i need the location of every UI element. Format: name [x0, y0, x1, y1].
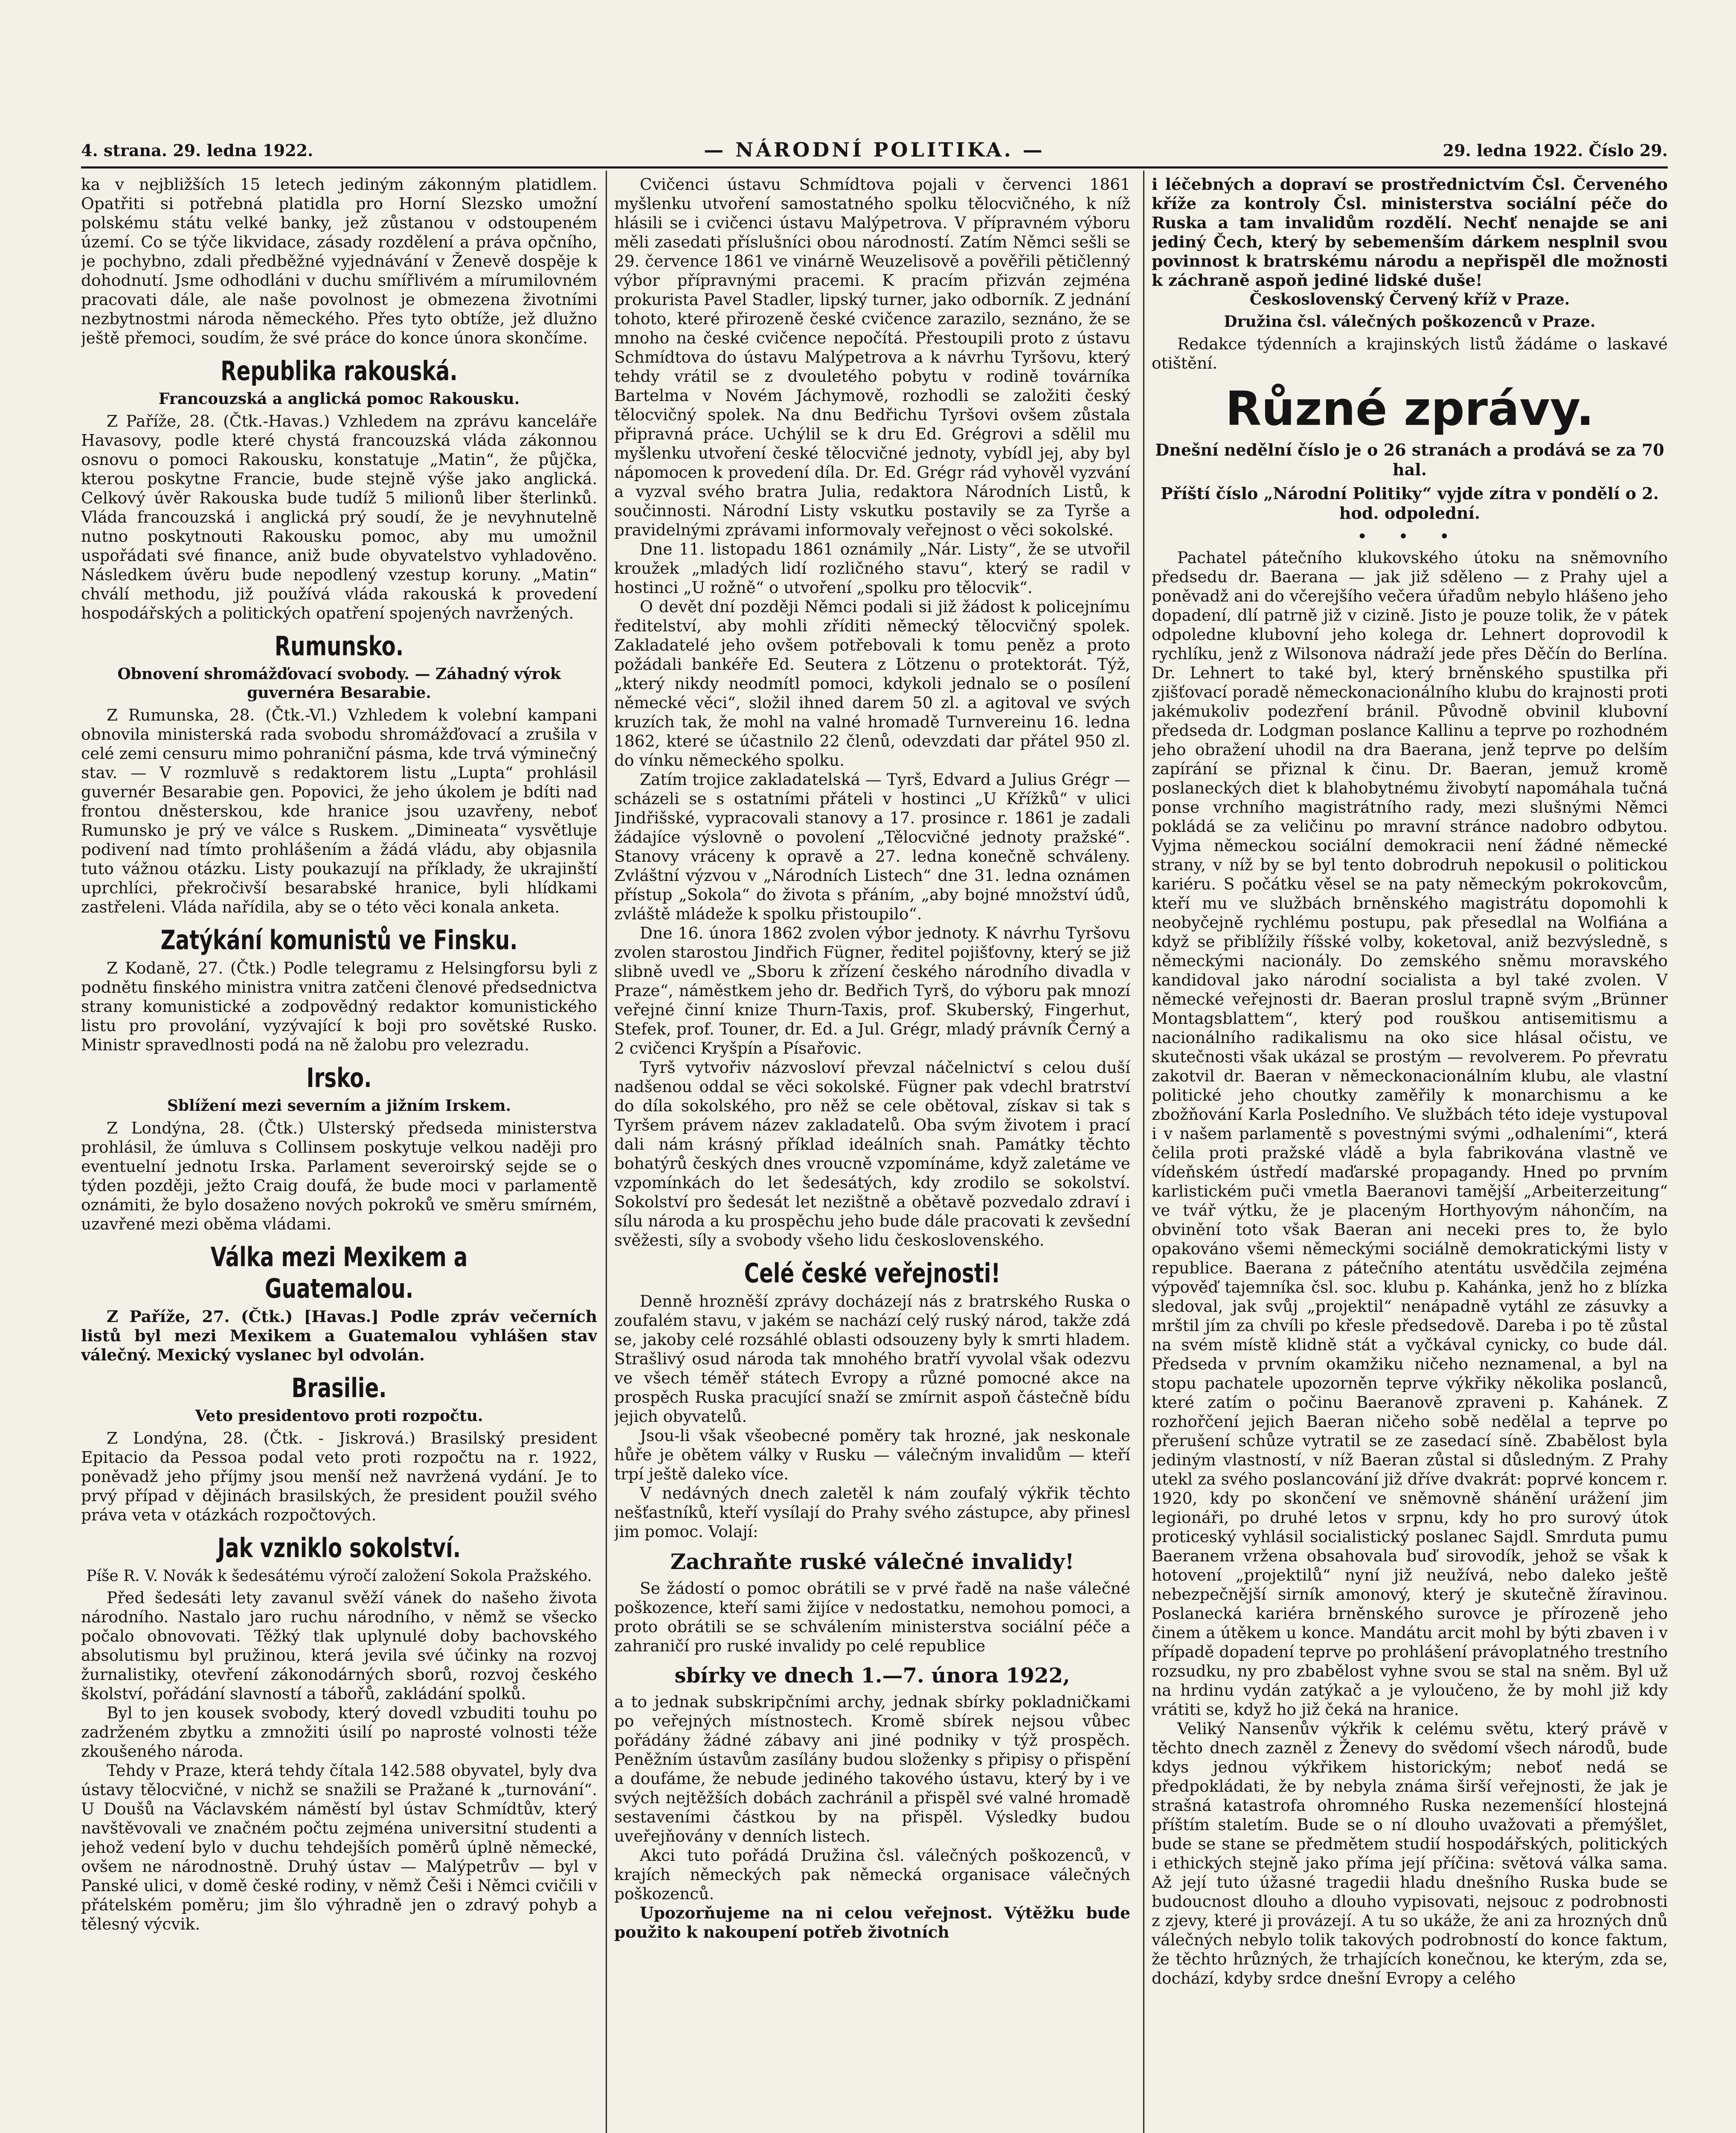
- signature: Československý Červený kříž v Praze.: [1249, 291, 1570, 308]
- article-paragraph: Akci tuto pořádá Družina čsl. válečných poškozenců, v krajích německých pak německá organisace válečných poškozenců.: [614, 1846, 1130, 1903]
- article-paragraph: Z Kodaně, 27. (Čtk.) Podle telegramu z Helsingforsu byli z podnětu finského ministra vnitra zatčeni členové předsednictva strany komunistické a zodpovědný redaktor komunistického listu pro provolání, vyzývající k boji pro sovětské Rusko. Ministr spravedlnosti podá na ně žalobu pro velezradu.: [81, 959, 597, 1054]
- article-paragraph: Z Londýna, 28. (Čtk. - Jiskrová.) Brasilský president Epitacio da Pessoa podal veto proti rozpočtu na r. 1922, poněvadž jeho příjmy jsou menší než navržená vydání. Je to prvý případ v dějinách brasilských, že president použil svého práva veta v otázkách rozpočtových.: [81, 1429, 597, 1524]
- separator-dots: • • •: [1357, 527, 1463, 546]
- article-paragraph: a to jednak subskripčními archy, jednak sbírky pokladničkami po veřejných místnostech. Kromě sbírek nejsou vůbec pořádány žádné zábavy ani jiné podniky v týž prospěch. Peněžním ústavům zasílány budou složenky s připisy o přispění a doufáme, že nebude jediného takového ústavu, který by i ve svých nejtěžších dobách zachránil a přispěl své valné hromadě sestaveními částkou by na přispěl. Výsledky budou uveřejňovány v denních listech.: [614, 1692, 1130, 1845]
- column-2: [614, 175, 1130, 2133]
- section-title: Různé zprávy.: [1225, 381, 1594, 436]
- article-paragraph: Redakce týdenních a krajinských listů žádáme o laskavé otištění.: [1152, 334, 1668, 372]
- article-paragraph: Tyrš vytvořiv názvosloví převzal náčelnictví s celou duší nadšenou oddal se věci sokolské. Fügner pak vdechl bratrství do díla sokolského, pro něž se cele obětoval, získav si tak s Tyršem právem název zakladatelů. Oba svým životem i prací dali nám krásný příklad ideálních snah. Památky těchto bohatýrů českých dnes vroucně vzpomínáme, když zaletáme ve vzpomínkách do let šedesátých, kdy zrodilo se sokolství. Sokolství pro šedesát let nezištně a obětavě pozvedalo zdraví i sílu národa a ku prospěchu jeho bude dále pracovati k zevšední svěžesti, síly a svobody všeho lidu československého.: [614, 1058, 1130, 1250]
- page-number-date: 4. strana. 29. ledna 1922.: [81, 141, 314, 160]
- article-title: Brasilie.: [291, 1372, 387, 1404]
- edition-notice: Příští číslo „Národní Politiky“ vyjde zítra v pondělí o 2. hod. odpolední.: [1161, 484, 1659, 523]
- column-3: [1152, 175, 1668, 2133]
- article-paragraph: Tehdy v Praze, která tehdy čítala 142.588 obyvatel, byly dva ústavy tělocvičné, v nichž se snažili se Pražané k „turnování“. U Doušů na Václavském náměstí byl ústav Schmídtův, který navštěvovali ve značném počtu zejména universitní studenti a jehož vedení bylo v duchu tehdejších poměrů úplně německé, ovšem ne národnostně. Druhý ústav — Malýpetrův — byl v Panské ulici, v domě české rodiny, v němž Češi i Němci cvičili v přátelském poměru; jim šlo výhradně jen o zdravý pohyb a tělesný výcvik.: [81, 1761, 597, 1933]
- masthead: — NÁRODNÍ POLITIKA. —: [704, 138, 1045, 161]
- article-paragraph: Pachatel pátečního klukovského útoku na sněmovního předsedu dr. Baerana — jak již sděleno — z Prahy ujel a poněvadž ani do včerejšího večera úřadům nebylo hlášeno jeho dopadení, dlí patrně již v cizině. Jisto je pouze tolik, že v pátek odpoledne klubovní jeho kolega dr. Lehnert doprovodil k rychlíku, jenž z Wilsonova nádraží jede přes Děčín do Berlína. Dr. Lehnert to také byl, který brněnského spustilka při zjišťovací poradě německonacionálního klubu do krajnosti proti jakémukoliv podezření bránil. Původně obvinil klubovní předseda dr. Lodgman poslance Kallinu a teprve po rozhodném jeho obražení uhodil na dra Baerana, jenž teprve po delším zapírání se přiznal k činu. Dr. Baeran, jemuž kromě poslaneckých diet k blahobytnému živobytí napomáhala tučná ponse vrchního magistrátního rady, mezi slušnými Němci pokládá se za veličinu po mravní stránce nadobro odbytou. Vyjma německou sociální demokracii není žádné německé strany, v níž by se byl tento dobrodruh nepokusil o politickou kariéru. S počátku věsel se na paty německým pokrokovcům, kteří mu ve službách brněnského magistrátu dopomohli k neobyčejně rychlému postupu, pak přesedlal na Wolfiána a když se přiblížily říšské volby, koketoval, aniž bezvýsledně, s německými nacionály. Do zemského sněmu moravského kandidoval jako národní socialista a byl také zvolen. V německé veřejnosti dr. Baeran proslul trapně svým „Brünner Montagsblattem“, který pod rouškou antisemitismu a nacionálního radikalismu na oko sice hlásal očistu, ve skutečnosti však ukázal se prostým — revolverem. Po převratu zakotvil dr. Baeran v německonacionálním klubu, ale vlastní politické jeho choutky zaměřily k monarchismu a ke zbožňování Karla Posledního. Ve službách této ideje vystupoval i v našem parlamentě s povestnými svými „odhaleními“, která čelila proti pražské vládě a byla fabrikována vlastně ve vídeňském ústředí maďarské propagandy. Hned po prvním karlistickém puči vmetla Baeranovi tamější „Arbeiterzeitung“ ve tvář výtku, že je placeným Horthyovým náhončím, na obvinění toto však Baeran ani neceki pres to, že bylo opakováno všemi německými sociálně demokratickými listy v republice. Baerana z pátečního atentátu usvědčila zejména výpověď tajemníka čsl. soc. klubu p. Kahánka, jenž ho z blízka sledoval, jak svůj „projektil“ nenápadně vytáhl ze zásuvky a mrštil jím za chvíli po křesle předsedově. Dareba i po tě zůstal na svém místě klidně stát a vyčkával cynicky, co bude dál. Předseda v prvním okamžiku ničeho neznamenal, a byl na stopu pachatele upozorněn teprve výkřiky několika poslanců, které zatím o počinu Baeranově zpraveni p. Kahánek. Z rozhořčení jejich Baeran ničeho sobě nedělal a teprve po přerušení schůze vytratil se ze zasedací síně. Zbabělost byla jediným vlastností, v níž Baeran zůstal si důsledným. Z Prahy utekl za svého poslancování již dříve dvakrát: poprvé koncem r. 1920, kdy po skončení ve sněmovně shánění urážení jim legionáři, po druhé letos v srpnu, kdy ho pro surový útok proticeský vyhlásil socialistický poslanec Sajdl. Smrduta pumu Baeranem vržena obsahovala buď sirovodík, jehož se však k hotovení „projektilů“ nyní již neužívá, nebo daleko ještě nebezpečnější sirník amonový, který je skutečně žíravinou. Poslanecká kariéra brněnského surovce je přírozeně jeho činem a útěkem u konce. Mandátu arcit mohl by býti zbaven i v případě dopadení teprve po prohlášení právoplatného trestního rozsudku, ny pro zbabělost vyhne svou se stal na sněm. Byl už na hrdinu vydán zatýkač a je vyloučeno, že by mohl již kdy vrátiti se, když ho již čeká na hranice.: [1152, 548, 1668, 1719]
- article-paragraph: Se žádostí o pomoc obrátili se v prvé řadě na naše válečné poškozence, kteří sami žijíce v nedostatku, nemohou pomoci, a proto obrátili se se schválením ministerstva sociální péče a zahraničí pro ruské invalidy po celé republice: [614, 1579, 1130, 1655]
- column-1: [81, 175, 597, 2133]
- header-rule: [81, 166, 1668, 169]
- issue-date-number: 29. ledna 1922. Číslo 29.: [1443, 141, 1668, 160]
- article-brasilie: [81, 1372, 597, 1525]
- article-title: Rumunsko.: [274, 631, 404, 662]
- article-paragraph: Zatím trojice zakladatelská — Tyrš, Edvard a Julius Grégr — scházeli se s ostatními přáteli v hostinci „U Křížků“ v ulici Jindřišské, vypracovali stanovy a 17. prosince r. 1861 je zadali žádajíce výslovně o povolení „Tělocvičné jednoty pražské“. Stanovy vráceny k opravě a 27. ledna konečně schváleny. Zvláštní výzvou v „Národních Listech“ dne 31. ledna oznámen přístup „Sokola“ do života s přáním, „aby bojné množství údů, zvláště mládeže k spolku přistoupilo“.: [614, 770, 1130, 923]
- article-paragraph: ka v nejbližších 15 letech jediným zákonným platidlem. Opatřiti si potřebná platidla pro Horní Slezsko umožní polskému státu velké banky, jež zůstanou v odstoupeném území. Co se týče likvidace, zásady rozdělení a práva opčního, je pochybno, zdali předběžné vyjednávání v Ženevě dospěje k dohodnutí. Jsme odhodláni v duchu smířlivém a mírumilovném pracovati dále, ale naše povolnost je obmezena životními nezbytnostmi národa německého. Přes tyto obtíže, jež dlužno ještě přemoci, soudím, že své práce do konce února skončíme.: [81, 175, 597, 347]
- article-subtitle: Veto presidentovo proti rozpočtu.: [195, 1407, 483, 1425]
- article-title: Irsko.: [306, 1062, 372, 1093]
- article-irsko: [81, 1062, 597, 1234]
- article-paragraph: Veliký Nansenův výkřik k celému světu, který právě v těchto dnech zazněl z Ženevy do svědomí všech národů, bude kdys jednou výkřikem historickým; neboť nedá se předpokládati, že by nebyla známa širší veřejnosti, že jak je strašná katastrofa ohromného Ruska nezemenšící hlostejná příštím staletím. Bude se o ní dlouho uvažovati a přemýšlet, bude se stane se předmětem studií hospodářských, politických i ethických stejně jako příma její příčina: světová válka sama. Až její tuto úžasné tragedii hladu dnešního Ruska bude se budoucnost dlouho a dlouho vypisovati, nejsouc z podrobnosti z zjevy, které ji provázejí. A tu so ukáže, že ani za hrozných dnů válečných nebylo tolik takových podrobností do konce faktum, že těchto hrůzných, že trhajících konečnou, ke kterým, zda se, dochází, kdyby srdce dnešní Evropy a celého: [1152, 1719, 1668, 1988]
- article-paragraph: Z Paříže, 27. (Čtk.) [Havas.] Podle zpráv večerních listů byl mezi Mexikem a Guatemalou vyhlášen stav válečný. Mexický vyslanec byl odvolán.: [81, 1307, 597, 1364]
- article-paragraph: Z Londýna, 28. (Čtk.) Ulsterský předseda ministerstva prohlásil, že úmluva s Collinsem poskytuje velkou naději pro eventuelní jednotu Irska. Parlament severoirský sejde se o týden později, ježto Craig doufá, že bude moci v parlamentě oznámiti, že bylo dosaženo nových pokroků ve směru smírném, uzavřené mezi oběma vládami.: [81, 1119, 597, 1233]
- article-sokolstvi: [81, 1532, 597, 1934]
- article-continuation: [81, 175, 597, 348]
- article-ruzne-zpravy: [1152, 383, 1668, 1988]
- article-paragraph: Cvičenci ústavu Schmídtova pojali v červenci 1861 myšlenku utvoření samostatného spolku tělocvičného, k níž hlásili se i cvičenci ústavu Malýpetrova. V přípravném výboru měli zasedati příslušníci obou národností. Zatím Němci sešli se 29. července 1861 ve vinárně Weuzelisově a pověřili pětičlenný výbor přípravnými pracemi. K pracím přizván zejména prokurista Pavel Stadler, lipský turner, jako odborník. Z jednání tohoto, které přirozeně české cvičence zarazilo, seznáno, že se mnoho na české cvičence nepočítá. Přestoupili proto z ústavu Schmídtova do ústavu Malýpetrova a k návrhu Tyršovu, který tehdy vrátil se z dvouletého pobytu v rodině továrníka Bartelma v Novém Jáchymově, rozhodli se založiti český tělocvičný spolek. Na dnu Bedřichu Tyršovi ovšem zůstala připravná práce. Uchýlil se k dru Ed. Grégrovi a sdělil mu myšlenku utvoření české tělocvičné jednoty, vybídl jej, aby byl nápomocen k provedení díla. Dr. Ed. Grégr rád vyhověl vyzvání a vyzval svého bratra Julia, redaktora Národních Listů, k součinnosti. Národní Listy vskutku postavily se za Tyrše a pravidelnými zprávami informovaly veřejnost o věci sokolské.: [614, 175, 1130, 539]
- article-title: Jak vzniklo sokolství.: [217, 1532, 461, 1563]
- article-paragraph: O devět dní později Němci podali si již žádost k policejnímu ředitelství, aby mohli zříditi německý tělocvičný spolek. Zakladatelé jeho ovšem potřebovali k tomu peněz a proto požádali bankéře Ed. Seutera z Lötzenu o protektorát. Týž, „který nikdy neodmítl pomoci, kdykoli jednalo se o posílení německé věci“, složil ihned darem 50 zl. a agitoval ve svých kruzích tak, že mohl na valné hromadě Turnvereinu 16. ledna 1862, které se účastnilo 22 členů, odevzdati dar přátel 950 zl. do vínku německého spolku.: [614, 597, 1130, 770]
- article-mexiko-guatemala: [81, 1241, 597, 1365]
- article-title: Celé české veřejnosti!: [744, 1258, 1001, 1289]
- edition-notice: Dnešní nedělní číslo je o 26 stranách a prodává se za 70 hal.: [1155, 440, 1664, 479]
- article-title: Zatýkání komunistů ve Finsku.: [160, 924, 518, 956]
- article-paragraph: Dne 16. února 1862 zvolen výbor jednoty. K návrhu Tyršovu zvolen starostou Jindřich Fügner, ředitel pojišťovny, který se již slibně uvedl ve „Sboru k zřízení českého národního divadla v Praze“, náměstkem jeho dr. Bedřich Tyrš, do výboru pak mnozí veřejné činní knize Thurn-Taxis, prof. Skuberský, Fingerhut, Stefek, prof. Touner, dr. Ed. a Jul. Grégr, mladý právník Černý a 2 cvičenci Kryšpín a Písařovic.: [614, 924, 1130, 1058]
- article-appeal-continued: [1152, 175, 1668, 373]
- article-finsko: [81, 924, 597, 1055]
- article-subtitle: Sblížení mezi severním a jižním Irskem.: [167, 1097, 511, 1115]
- article-sokolstvi-continued: [614, 175, 1130, 1250]
- appeal-dates: sbírky ve dnech 1.—7. února 1922,: [674, 1664, 1070, 1688]
- column-rule-2: [1143, 171, 1144, 2133]
- article-paragraph: Z Rumunska, 28. (Čtk.-Vl.) Vzhledem k volební kampani obnovila ministerská rada svobodu shromážďovací a zrušila v celé zemi censuru mimo pohraniční pásma, kde trvá výminečný stav. — V rozmluvě s redaktorem listu „Lupta“ prohlásil guvernér Besarabie gen. Popovici, že jeho úkolem je bdíti nad frontou dněsterskou, kde hranice jsou uzavřeny, neboť Rumunsko je prý ve válce s Ruskem. „Dimineata“ vysvětluje podivení nad tímto prohlášením a žádá vládu, aby objasnila tuto vážnou otázku. Listy poukazují na příklady, že ukrajinští uprchlíci, překročivší besarabské hranice, byli hlídkami zastřeleni. Vláda nařídila, aby se o této věci konala anketa.: [81, 706, 597, 916]
- article-subtitle: Obnovení shromážďovací svobody. — Záhadný výrok guvernéra Besarabie.: [117, 665, 561, 702]
- signature: Družina čsl. válečných poškozenců v Praze.: [1224, 313, 1596, 331]
- article-appeal: [614, 1258, 1130, 1942]
- article-title: Republika rakouská.: [221, 355, 458, 386]
- article-title: Válka mezi Mexikem a Guatemalou.: [210, 1241, 468, 1304]
- article-subtitle: Francouzská a anglická pomoc Rakousku.: [158, 390, 520, 408]
- article-paragraph: Před šedesáti lety zavanul svěží vánek do našeho života národního. Nastalo jaro ruchu národního, v němž se všecko počalo obnovovati. Těžký tlak uplynulé doby bachovského absolutismu byl pružinou, která jevila své účinky na rozvoj žurnalistiky, otevření zákonodárných sborů, rozvoj českého školství, pořádání slavností a tábořů, zakládání spolků.: [81, 1588, 597, 1703]
- article-paragraph: Jsou-li však všeobecné poměry tak hrozné, jak neskonale hůře je obětem války v Rusku — válečným invalidům — kteří trpí ještě daleko více.: [614, 1426, 1130, 1483]
- article-paragraph: Byl to jen kousek svobody, který dovedl vzbuditi touhu po zadrženém zbytku a zmnožiti úsilí po naprosté volnosti téže zkoušeného národa.: [81, 1703, 597, 1761]
- column-rule-1: [606, 171, 607, 2133]
- article-republika-rakouska: [81, 355, 597, 623]
- article-paragraph: Dne 11. listopadu 1861 oznámily „Nár. Listy“, že se utvořil kroužek „mladých lidí rozličného stavu“, který se radil v hostinci „U rožně“ o utvoření „spolku pro tělocvik“.: [614, 540, 1130, 597]
- appeal-headline: Zachraňte ruské válečné invalidy!: [670, 1549, 1074, 1574]
- article-paragraph: i léčebných a dopraví se prostřednictvím Čsl. Červeného kříže za kontroly Čsl. ministerstva sociální péče do Ruska a tam invalidům rozdělí. Nechť nenajde se ani jediný Čech, který by sebemenším dárkem nesplnil svou povinnost k bratrskému národu a nepřispěl dle možnosti k záchraně aspoň jediné lidské duše!: [1152, 175, 1668, 290]
- article-byline: Píše R. V. Novák k šedesátému výročí založení Sokola Pražského.: [86, 1567, 592, 1585]
- article-paragraph: Z Paříže, 28. (Čtk.-Havas.) Vzhledem na zprávu kanceláře Havasovy, podle které chystá francouzská vláda zákonnou osnovu o pomoci Rakousku, konstatuje „Matin“, že půjčka, kterou poskytne Francie, bude stejně výše jako anglická. Celkový úvěr Rakouska bude tudíž 5 milionů liber šterlinků. Vláda francouzská i anglická prý soudí, že je nevyhnutelně nutno poskytnouti Rakousku pomoc, aby mu umožnil uspořádati své finance, aniž bude obyvatelstvo vyhladověno. Následkem úvěru bude nepodlený vzestup koruny. „Matin“ chválí methodu, již používá vláda rakouská k provedení hospodářských a politických opatření spojených navržených.: [81, 412, 597, 622]
- article-rumunsko: [81, 631, 597, 917]
- article-paragraph: Upozorňujeme na ni celou veřejnost. Výtěžku bude použito k nakoupení potřeb životních: [614, 1903, 1130, 1941]
- article-paragraph: V nedávných dnech zaletěl k nám zoufalý výkřik těchto nešťastníků, kteří vysílají do Prahy svého zástupce, aby přinesl jim pomoc. Volají:: [614, 1484, 1130, 1541]
- article-paragraph: Denně hrozněší zprávy docházejí nás z bratrského Ruska o zoufalém stavu, v jakém se nachází celý ruský národ, takže zdá se, jakoby celé rozsáhlé oblasti odsouzeny byly k smrti hladem. Strašlivý osud národa tak mnohého bratří vyvolal však odezvu ve všech téměř státech Evropy a různé pomocné akce na prospěch Ruska pracující snaží se zmírnit aspoň částečně bídu jejich obyvatelů.: [614, 1292, 1130, 1426]
